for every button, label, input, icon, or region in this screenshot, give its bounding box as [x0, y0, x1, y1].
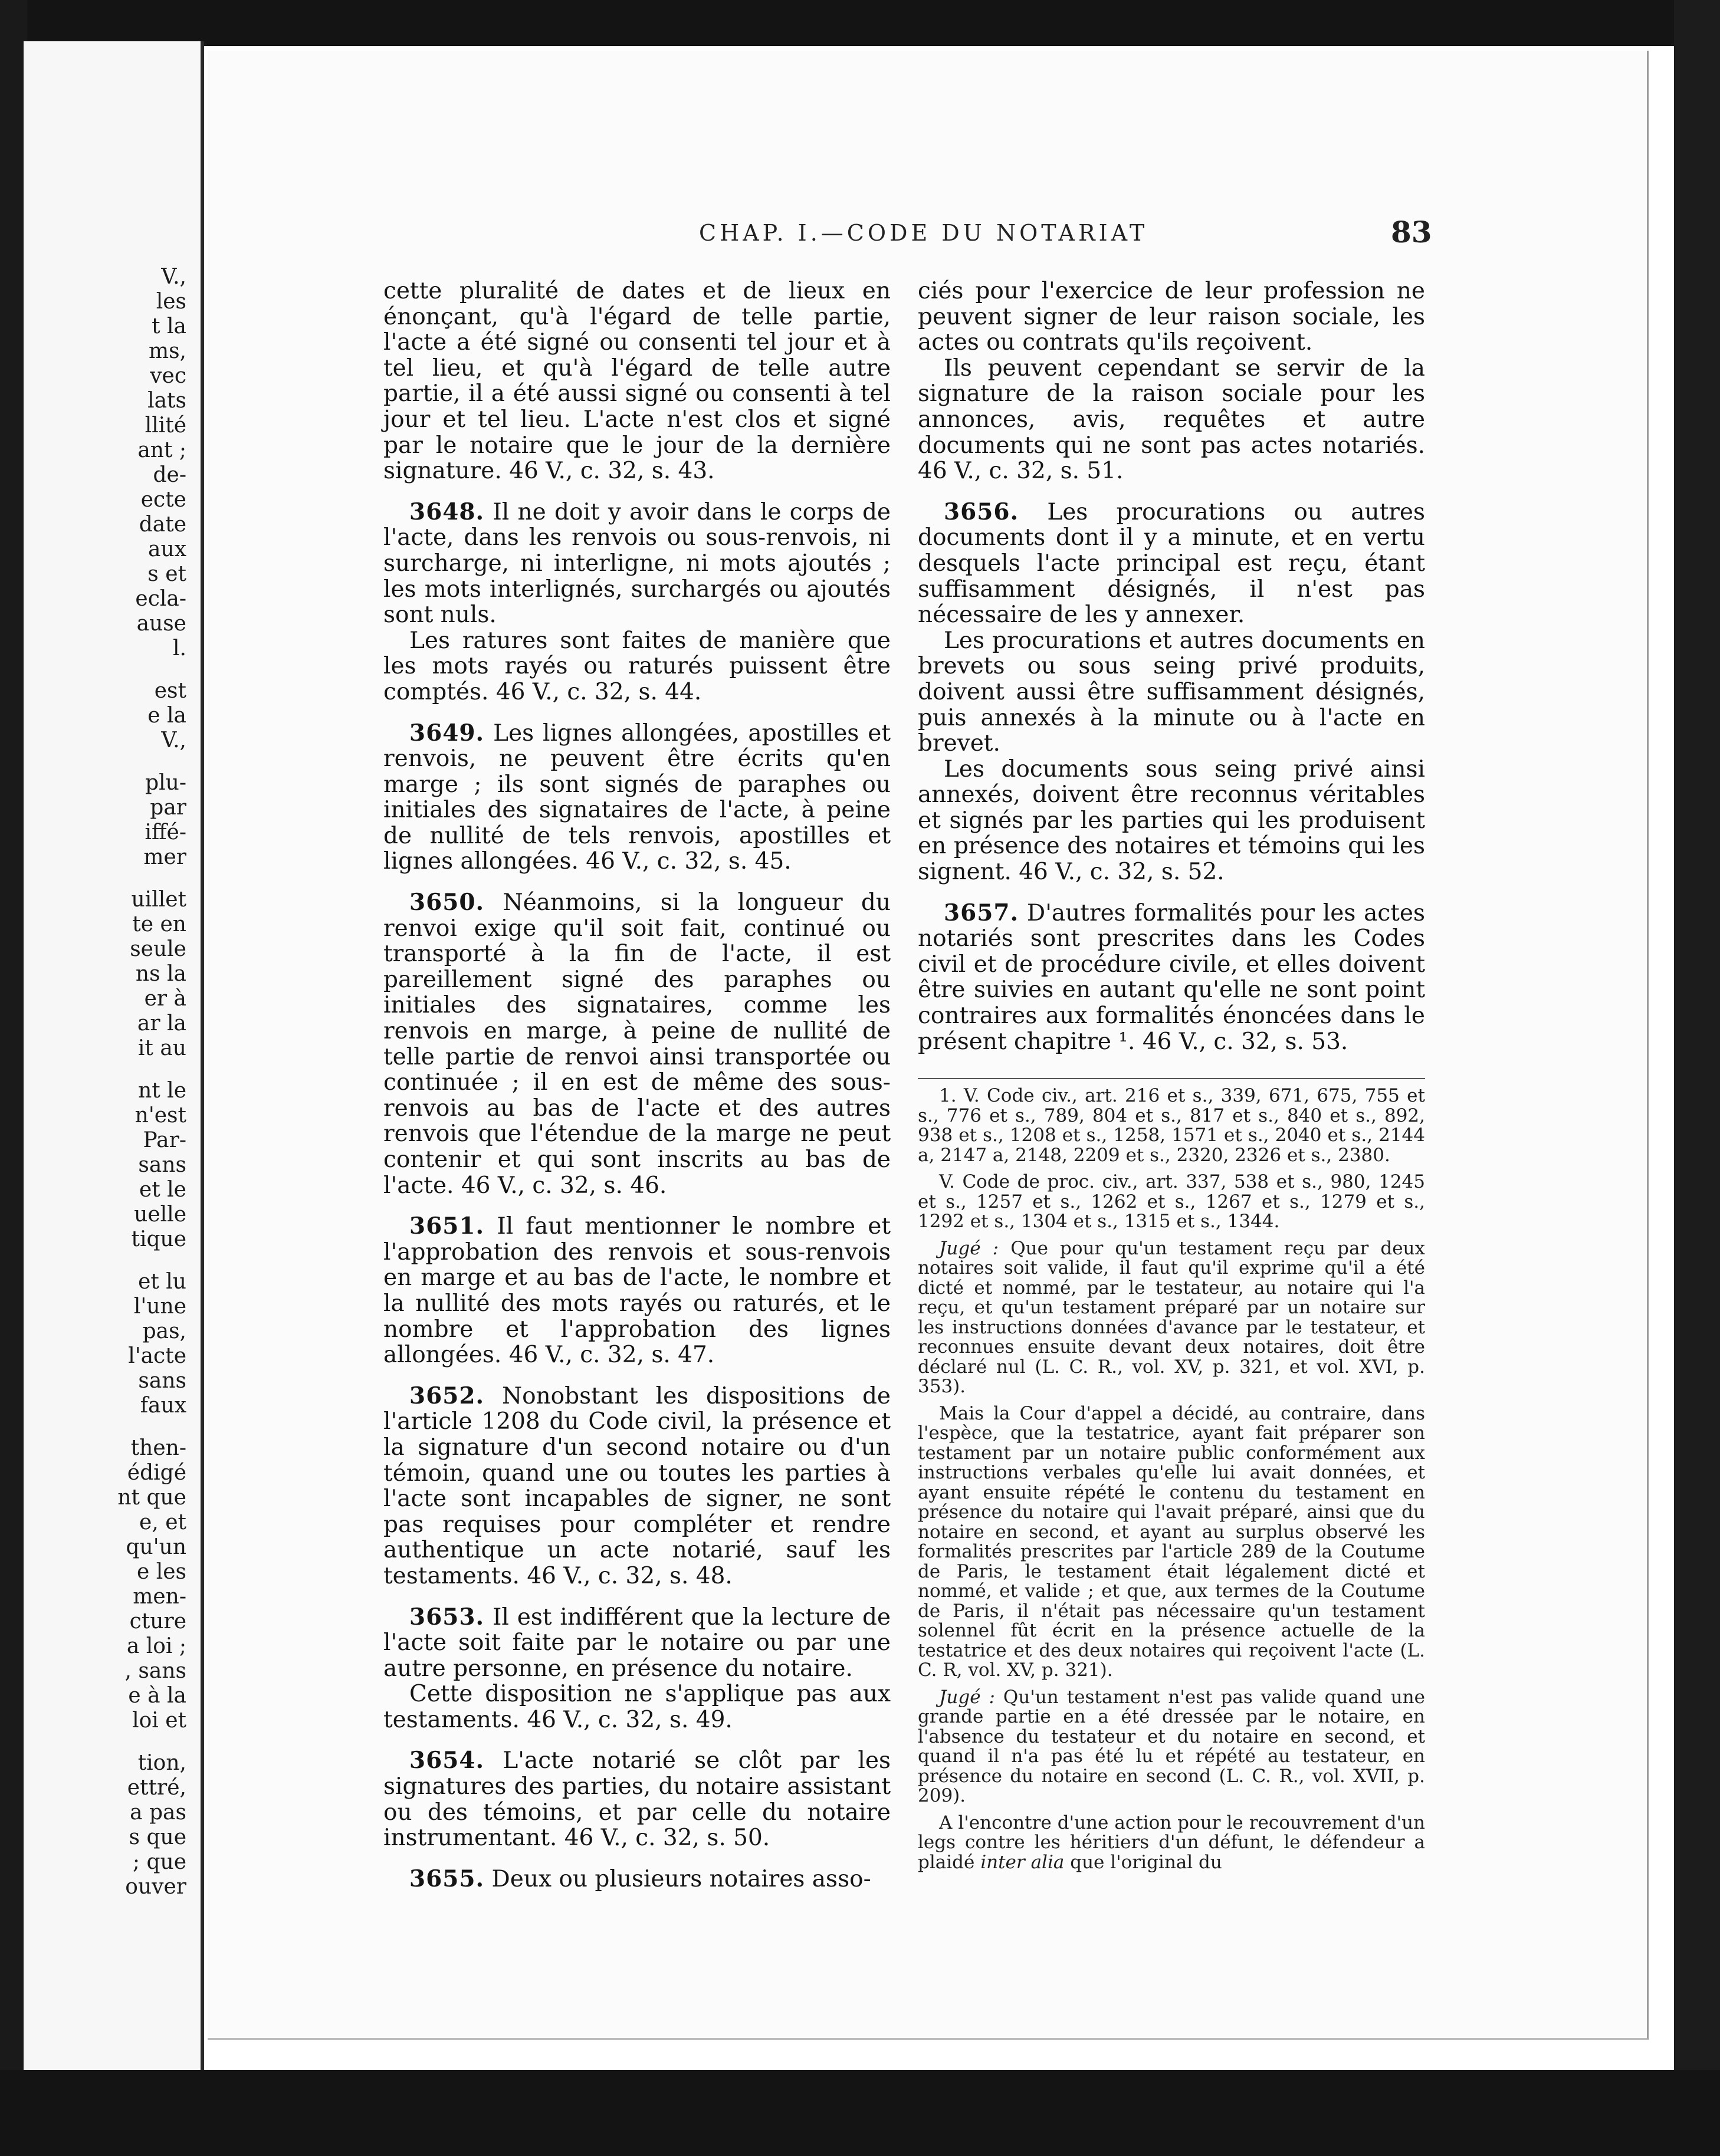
previous-page-fragment: , sans: [124, 1659, 186, 1683]
footnote: [918, 1172, 1425, 1232]
footnote-text: Mais la Cour d'appel a décidé, au contraire, dans l'espèce, que la testatrice, ayant fait préparer son testament par un notaire public conformément aux instructions verbales qu'elle lui avait données, et ayant ensuite répété le contenu du testament en présence du notaire qui l'avait préparé, ainsi que du notaire en second, et ayant au surplus observé les formalités prescrites par l'article 289 de la Coutume de Paris, le testament était légalement dicté et nommé, et valide ; et que, aux termes de la Coutume de Paris, il n'était pas nécessaire qu'un testament solennel fût écrit en la présence actuelle de la testatrice et des deux notaires qui reçoivent l'acte (L. C. R, vol. XV, p. 321).: [918, 1402, 1425, 1681]
previous-page-fragment: lats: [147, 389, 186, 413]
paragraph: [383, 1681, 891, 1733]
previous-page-fragment: ecla-: [135, 587, 186, 611]
paragraph: [383, 628, 891, 705]
article-paragraph: [383, 499, 891, 628]
footnote-lead: Jugé :: [939, 1686, 995, 1708]
article-number: 3654.: [409, 1747, 485, 1774]
previous-page-fragment: plu-: [145, 771, 186, 795]
previous-page-fragment: tion,: [137, 1751, 186, 1775]
previous-page-fragment: ettré,: [127, 1776, 186, 1800]
scan-top-border: [0, 0, 1720, 46]
scan-bottom-border: [0, 2070, 1720, 2156]
previous-page-fragment: l'une: [133, 1294, 186, 1319]
previous-page-fragment: qu'un: [126, 1535, 186, 1559]
previous-page-fragment: ouver: [125, 1875, 186, 1899]
footnote-text: A l'encontre d'une action pour le recouvrement d'un legs contre les héritiers d'un défunt, le défendeur a plaidé: [918, 1812, 1425, 1873]
left-column: [383, 278, 891, 1892]
footnote-text: Que pour qu'un testament reçu par deux notaires soit valide, il faut qu'il exprime qu'il a été dicté et nommé, par le testateur, au notaire qui l'a reçu, et qu'un testament préparé par un notaire sur les instructions données d'avance par le testateur, et reconnues ensuite devant deux notaires, doit être déclaré nul (L. C. R., vol. XV, p. 321, et vol. XVI, p. 353).: [918, 1237, 1425, 1398]
previous-page-fragment: date: [139, 512, 186, 537]
previous-page-fragment: tique: [131, 1227, 186, 1251]
previous-page-fragment: ns la: [135, 962, 186, 986]
paragraph-text: Néanmoins, si la longueur du renvoi exige qu'il soit fait, continué ou transporté à la fin de l'acte, il est pareillement signé des paraphes ou initiales des signataires, comme les renvois en marge, à peine de nullité de telle partie de renvoi ainsi transportée ou continuée ; il en est de même des sous-renvois au bas de l'acte et des autres renvois que l'étendue de la marge ne peut contenir et qui sont inscrits au bas de l'acte. 46 V., c. 32, s. 46.: [383, 889, 891, 1199]
footnotes: [918, 1078, 1425, 1872]
previous-page-fragment: uelle: [134, 1202, 186, 1227]
paragraph: [918, 278, 1425, 356]
article-paragraph: [383, 1748, 891, 1851]
previous-page-fragment: t la: [152, 314, 186, 338]
previous-page-fragment: mer: [143, 845, 186, 869]
previous-page-fragment: loi et: [132, 1708, 186, 1733]
footnote-italic: inter alia: [980, 1851, 1065, 1873]
paragraph-text: Les procurations ou autres documents dont il y a minute, et en vertu desquels l'acte principal est reçu, étant suffisamment désignés, il n'est pas nécessaire de les y annexer.: [918, 498, 1425, 629]
previous-page-fragment: sans: [138, 1369, 186, 1393]
paragraph-text: Il est indifférent que la lecture de l'acte soit faite par le notaire ou par une autre personne, en présence du notaire.: [383, 1603, 891, 1682]
footnote: [918, 1813, 1425, 1873]
previous-page-fragment: uillet: [131, 888, 186, 912]
article-number: 3653.: [409, 1603, 485, 1631]
previous-page-fragment: ms,: [148, 339, 186, 363]
paragraph-text: Nonobstant les dispositions de l'article 1208 du Code civil, la présence et la signature d'un second notaire ou d'un témoin, quand une ou toutes les parties à l'acte sont incapables de signer, ne sont pas requises pour compléter et rendre authentique un acte notarié, sauf les testaments. 46 V., c. 32, s. 48.: [383, 1382, 891, 1589]
previous-page-fragment: de-: [153, 463, 186, 487]
paragraph: [383, 278, 891, 484]
previous-page-fragment: e la: [147, 704, 186, 728]
previous-page-fragment: les: [156, 290, 186, 314]
article-number: 3649.: [409, 719, 485, 747]
article-number: 3650.: [409, 889, 485, 916]
article-paragraph: [918, 499, 1425, 628]
previous-page-fragment: seule: [130, 937, 186, 961]
footnote-text: Qu'un testament n'est pas valide quand une grande partie en a été dressée par le notaire, en l'absence du testateur et du notaire en second, et quand il n'a pas été lu et répété au testateur, en présence du notaire en second (L. C. R., vol. XVII, p. 209).: [918, 1686, 1425, 1807]
paragraph: [918, 356, 1425, 484]
article-number: 3652.: [409, 1382, 485, 1409]
paragraph-text: Les documents sous seing privé ainsi annexés, doivent être reconnus véritables et signés par les parties qui les produisent en présence des notaires et témoins qui les signent. 46 V., c. 32, s. 52.: [918, 755, 1425, 886]
article-paragraph: [383, 1214, 891, 1368]
previous-page-fragment: nt le: [138, 1079, 186, 1103]
previous-page-fragment: est: [154, 679, 186, 703]
article-paragraph: [383, 1383, 891, 1589]
previous-page-fragment: a loi ;: [126, 1634, 186, 1658]
previous-page-fragment: s que: [129, 1825, 186, 1849]
previous-page-fragment: par: [150, 796, 186, 820]
previous-page-fragment: cture: [129, 1609, 186, 1634]
previous-page-fragment: e à la: [128, 1684, 186, 1708]
article-paragraph: [383, 890, 891, 1198]
previous-page-fragment: sans: [138, 1153, 186, 1177]
previous-page-fragment: faux: [140, 1393, 186, 1418]
footnote: [918, 1239, 1425, 1397]
right-column: [918, 278, 1425, 1879]
paragraph-text: Il faut mentionner le nombre et l'approbation des renvois et sous-renvois en marge et au bas de l'acte, le nombre et la nullité des mots rayés ou raturés, et le nombre et l'approbation des lignes allongées. 46 V., c. 32, s. 47.: [383, 1213, 891, 1369]
previous-page-fragment: s et: [147, 562, 186, 586]
previous-page-fragment: V.,: [161, 265, 186, 289]
article-paragraph: [918, 900, 1425, 1055]
previous-page-fragment: et le: [139, 1178, 186, 1202]
article-number: 3657.: [944, 899, 1019, 926]
running-title: CHAP. I.—CODE DU NOTARIAT: [699, 220, 1148, 246]
previous-page-fragment: ause: [136, 612, 186, 636]
footnote: [918, 1086, 1425, 1165]
paragraph: [918, 757, 1425, 885]
previous-page-fragment: er à: [144, 987, 186, 1011]
previous-page-fragment: e les: [136, 1560, 186, 1584]
previous-page-fragment: vec: [150, 364, 186, 388]
paragraph-text: Cette disposition ne s'applique pas aux testaments. 46 V., c. 32, s. 49.: [383, 1681, 891, 1733]
article-paragraph: [383, 721, 891, 875]
paragraph-text: Ils peuvent cependant se servir de la signature de la raison sociale pour les annonces, avis, requêtes et autre documents qui ne sont pas actes notariés. 46 V., c. 32, s. 51.: [918, 354, 1425, 485]
previous-page-fragment: then-: [130, 1436, 186, 1460]
previous-page-fragment: V.,: [161, 728, 186, 752]
previous-page-fragment: ecte: [140, 488, 186, 512]
previous-page-fragment: n'est: [134, 1103, 186, 1128]
previous-page-fragment: men-: [133, 1585, 186, 1609]
paragraph-text: Il ne doit y avoir dans le corps de l'acte, dans les renvois ou sous-renvois, ni surcharge, ni interligne, ni mots ajoutés ; les mots interlignés, surchargés ou ajoutés sont nuls.: [383, 498, 891, 629]
previous-page-fragment: pas,: [142, 1319, 186, 1343]
article-paragraph: [383, 1605, 891, 1682]
article-paragraph: [383, 1866, 891, 1892]
footnote: [918, 1404, 1425, 1681]
previous-page-fragment: ; que: [132, 1850, 186, 1874]
previous-page-fragment: llité: [145, 413, 186, 438]
previous-page-fragment: ant ;: [137, 438, 186, 462]
paragraph-text: Les procurations et autres documents en brevets ou sous seing privé produits, doivent aussi être suffisamment désignés, puis annexés à la minute ou à l'acte en brevet.: [918, 627, 1425, 757]
previous-page-fragment: it au: [137, 1036, 186, 1060]
footnote-lead: Jugé :: [939, 1237, 999, 1259]
paragraph-text: ciés pour l'exercice de leur profession ne peuvent signer de leur raison sociale, les actes ou contrats qu'ils reçoivent.: [918, 278, 1425, 356]
page-number: 83: [1391, 215, 1432, 249]
article-number: 3655.: [409, 1865, 485, 1892]
paragraph-text: Les lignes allongées, apostilles et renvois, ne peuvent être écrits qu'en marge ; ils sont signés de paraphes ou initiales des signataires de l'acte, à peine de nullité de tels renvois, apostilles et lignes allongées. 46 V., c. 32, s. 45.: [383, 719, 891, 875]
previous-page-fragment: ar la: [137, 1011, 186, 1036]
previous-page-fragment: nt que: [117, 1485, 186, 1510]
previous-page-fragment: iffé-: [145, 820, 186, 844]
previous-page-fragment: édigé: [127, 1461, 186, 1485]
previous-page-fragment: aux: [148, 537, 186, 561]
article-number: 3651.: [409, 1212, 485, 1240]
previous-page-fragment: l'acte: [128, 1344, 186, 1368]
previous-page-fragment: a pas: [130, 1800, 186, 1825]
article-number: 3656.: [944, 498, 1019, 525]
previous-page-fragment: te en: [132, 912, 186, 936]
article-number: 3648.: [409, 498, 485, 525]
footnote-text: 1. V. Code civ., art. 216 et s., 339, 671, 675, 755 et s., 776 et s., 789, 804 et s., 817 et s., 840 et s., 892, 938 et s., 1208 et s., 1258, 1571 et s., 2040 et s., 2144 a, 2147 a, 2148, 2209 et s., 2320, 2326 et s., 2380.: [918, 1085, 1425, 1166]
paragraph: [918, 628, 1425, 757]
previous-page-fragment: et lu: [138, 1270, 186, 1294]
footnote-tail: que l'original du: [1070, 1851, 1222, 1873]
paragraph-text: D'autres formalités pour les actes notariés sont prescrites dans les Codes civil et de procédure civile, et elles doivent être suivies en autant qu'elle ne sont point contraires aux formalités énoncées dans le présent chapitre ¹. 46 V., c. 32, s. 53.: [918, 899, 1425, 1055]
footnote-text: V. Code de proc. civ., art. 337, 538 et s., 980, 1245 et s., 1257 et s., 1262 et s., 1267 et s., 1279 et s., 1292 et s., 1304 et s., 1315 et s., 1344.: [918, 1171, 1425, 1233]
footnote: [918, 1688, 1425, 1806]
previous-page-fragment: e, et: [139, 1510, 186, 1534]
paragraph-text: Deux ou plusieurs notaires asso-: [491, 1865, 871, 1892]
scan-right-border: [1674, 0, 1720, 2156]
previous-page-fragment: l.: [173, 636, 186, 660]
paragraph-text: cette pluralité de dates et de lieux en énonçant, qu'à l'égard de telle partie, l'acte a été signé ou consenti tel jour et à tel lieu, et qu'à l'égard de telle autre partie, il a été aussi signé ou consenti à tel jour et tel lieu. L'acte n'est clos et signé par le notaire que le jour de la dernière signature. 46 V., c. 32, s. 43.: [383, 278, 891, 485]
previous-page-edge: [24, 41, 204, 2076]
paragraph-text: L'acte notarié se clôt par les signatures des parties, du notaire assistant ou des témoins, et par celle du notaire instrumentant. 46 V., c. 32, s. 50.: [383, 1747, 891, 1852]
paragraph-text: Les ratures sont faites de manière que les mots rayés ou raturés puissent être comptés. 46 V., c. 32, s. 44.: [383, 627, 891, 705]
previous-page-fragment: Par-: [143, 1128, 186, 1152]
